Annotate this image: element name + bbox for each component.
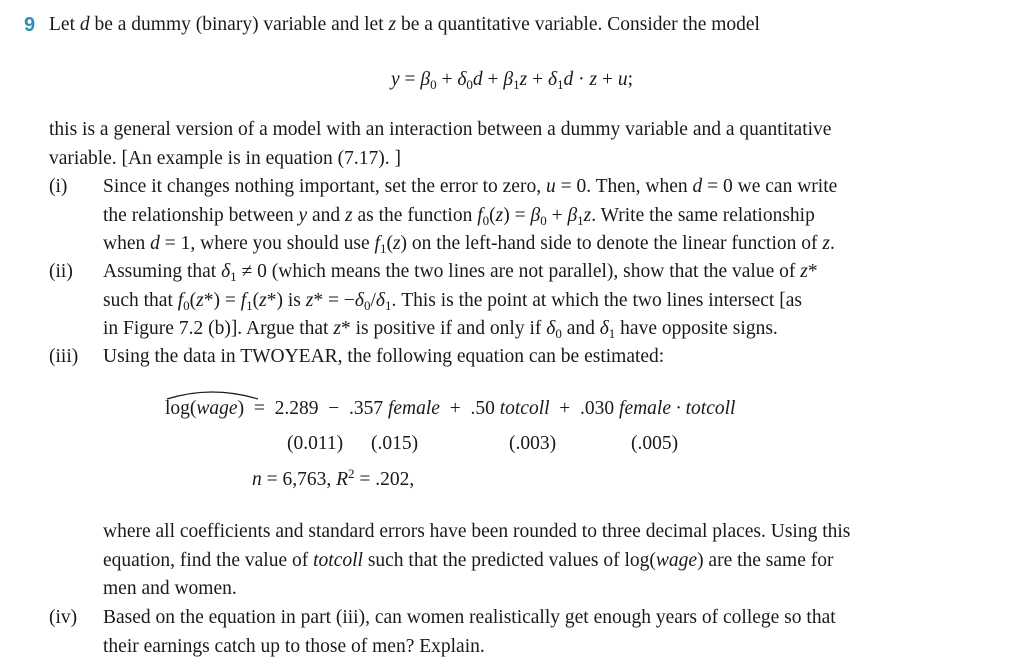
intercept-value: 2.289 [274, 398, 319, 419]
hat-icon [165, 387, 260, 401]
part-i [49, 173, 979, 259]
term-coef: .357 [348, 398, 384, 419]
part-iii-continued [49, 518, 979, 604]
general-text: this is a general version of a model with an interaction between a dummy variable and a quantitative variable. [An example is in equation (7.17). ] [49, 119, 832, 169]
r2-value: .202, [375, 469, 415, 490]
n-label: n [252, 469, 262, 490]
part-label: (iv) [49, 607, 78, 628]
regression-lhs: log(wage) [165, 398, 245, 419]
standard-error: (.015) [371, 433, 419, 454]
standard-error: (0.011) [287, 433, 344, 454]
term-sign: + [559, 398, 571, 419]
part-text: Since it changes nothing important, set the error to zero, u = 0. Then, when d = 0 we can write the relationship between y and z as the function $f_0(z) = \beta_0 + \beta_1z$. Write the same relationship when d = 1, where you should use $f_1(z)$ on the left-hand side to denote the linear function of z. [103, 176, 838, 256]
term-var: totcoll [499, 398, 550, 419]
model-equation: $y = \beta_0 + \delta_0d + \beta_1z + \delta_1d \cdot z + u$; [390, 69, 634, 92]
part-ii [49, 258, 979, 344]
standard-error: (.003) [509, 433, 557, 454]
equals-sign: = [253, 398, 265, 419]
term-var: female · totcoll [619, 398, 736, 419]
part-text: Based on the equation in part (iii), can women realistically get enough years of college so that their earnings catch up to those of men? Explain. [103, 607, 836, 657]
term-sign: + [449, 398, 461, 419]
part-text: where all coefficients and standard errors have been rounded to three decimal places. Using this equation, find the value of totcoll such that the predicted values of log(wage) are the same for men and women. [103, 521, 851, 599]
part-text: Assuming that $\delta_1 \ne 0$ (which means the two lines are not parallel), show that the value of z* such that $f_0(z*) = f_1(z*)$ is $z* = -\delta_0/\delta_1$. This is the point at which the two lines intersect [as in Figure 7.2 (b)]. Argue that z* is positive if and only if $\delta_0$ and $\delta_1$ have opposite signs. [103, 261, 818, 341]
term-var: female [387, 398, 440, 419]
part-iv [49, 604, 979, 661]
n-value: 6,763 [282, 469, 327, 490]
term-coef: .50 [470, 398, 495, 419]
sample-stats: n = 6,763, $R^2 = .202$, [252, 466, 415, 490]
problem-intro [49, 11, 760, 40]
part-label: (iii) [49, 346, 79, 367]
r2-label: R [336, 469, 349, 490]
standard-error: (.005) [631, 433, 679, 454]
problem-number: 9 [24, 14, 36, 36]
part-label: (i) [49, 176, 68, 197]
term-sign: − [328, 398, 340, 419]
part-label: (ii) [49, 261, 73, 282]
part-text: Using the data in TWOYEAR, the following equation can be estimated: [103, 346, 665, 367]
part-iii [49, 343, 979, 372]
term-coef: .030 [580, 398, 615, 419]
r2-sup: 2 [348, 466, 355, 481]
regression-main-row [165, 395, 735, 424]
intro-text: Let d be a dummy (binary) variable and let z be a quantitative variable. Consider the model [49, 14, 760, 35]
